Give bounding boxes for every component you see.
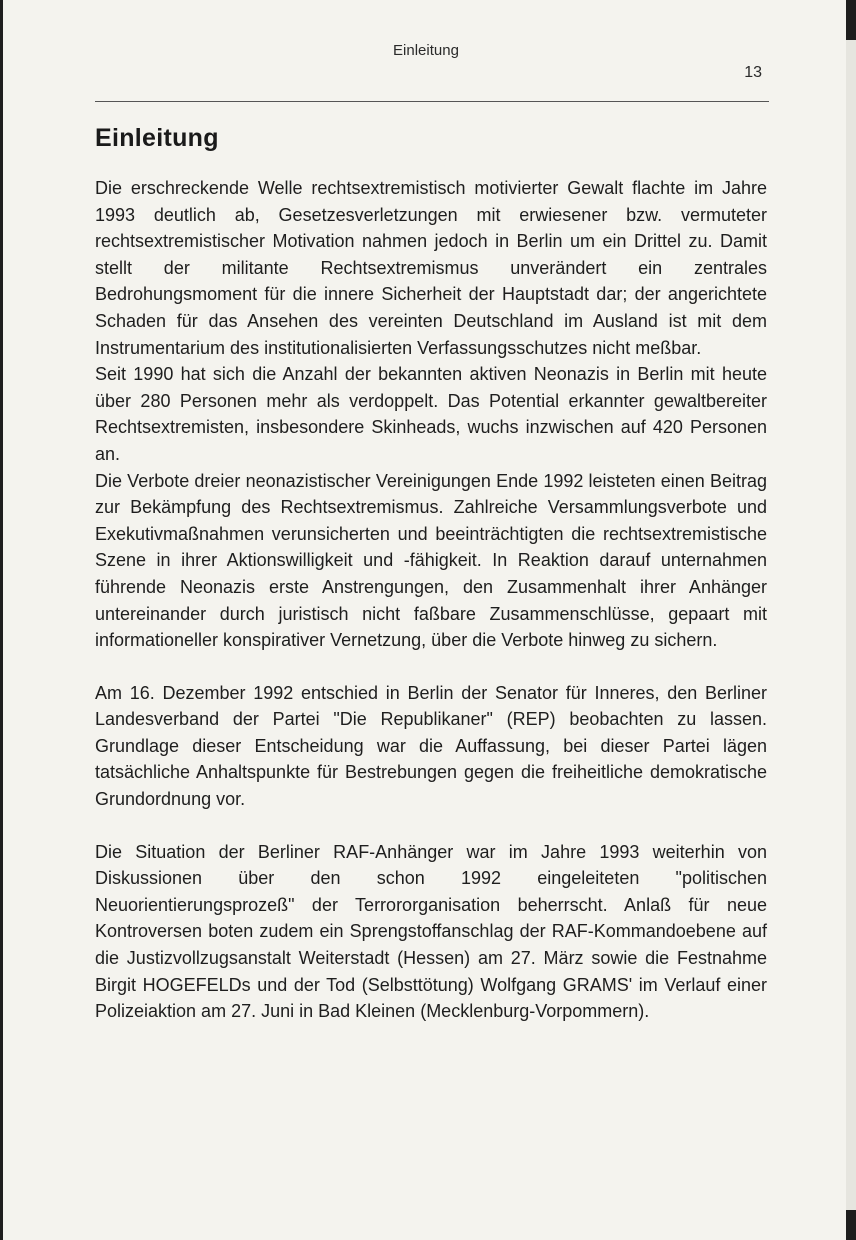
paragraph-intro: Die erschreckende Welle rechtsextremistisch motivierter Gewalt flachte im Jahre 1993 deutlich ab, Gesetzesverletzungen mit erwiesener bzw. vermuteter rechtsextremistischer Motivation nahmen jedoch in Berlin um ein Drittel zu. Damit stellt der militante Rechtsextremismus unverändert ein zentrales Bedrohungsmoment für die innere Sicherheit der Hauptstadt dar; der angerichtete Schaden für das Ansehen des vereinten Deutschland im Ausland ist mit dem Instrumentarium des institutionalisierten Verfassungsschutzes nicht meßbar. (95, 178, 767, 358)
page-number: 13 (744, 64, 762, 81)
paragraph-republikaner: Am 16. Dezember 1992 entschied in Berlin der Senator für Inneres, den Berliner Landesverband der Partei "Die Republikaner" (REP) beobachten zu lassen. Grundlage dieser Entscheidung war die Auffassung, bei dieser Partei lägen tatsächliche Anhaltspunkte für Bestrebungen gegen die freiheitliche demokratische Grundordnung vor. (95, 682, 767, 810)
header-rule (95, 101, 769, 102)
paragraph-neonazi-count: Seit 1990 hat sich die Anzahl der bekannten aktiven Neonazis in Berlin mit heute über 280 Personen mehr als verdoppelt. Das Potential erkannter gewaltbereiter Rechtsextremisten, insbesondere Skinheads, wuchs inzwischen auf 420 Personen an. (95, 364, 767, 464)
paragraph-bans: Die Verbote dreier neonazistischer Vereinigungen Ende 1992 leisteten einen Beitrag zur Bekämpfung des Rechtsextremismus. Zahlreiche Versammlungsverbote und Exekutivmaßnahmen verunsicherten und beeinträchtigten die rechtsextremistische Szene in ihrer Aktionswilligkeit und -fähigkeit. In Reaktion darauf unternahmen führende Neonazis erste Anstrengungen, den Zusammenhalt ihrer Anhänger untereinander durch juristisch nicht faßbare Zusammenschlüsse, gepaart mit informationeller konspirativer Vernetzung, über die Verbote hinweg zu sichern. (95, 470, 767, 651)
body-text (95, 175, 767, 1025)
adjacent-page-edge (846, 40, 856, 1210)
running-head: Einleitung (393, 42, 459, 59)
paragraph-raf: Die Situation der Berliner RAF-Anhänger war im Jahre 1993 weiterhin von Diskussionen über den schon 1992 eingeleiteten "politischen Neuorientierungsprozeß" der Terrororganisation beherrscht. Anlaß für neue Kontroversen boten zudem ein Sprengstoffanschlag der RAF-Kommandoebene auf die Justizvollzugsanstalt Weiterstadt (Hessen) am 27. März sowie die Festnahme Birgit HOGEFELDs und der Tod (Selbsttötung) Wolfgang GRAMS' im Verlauf einer Polizeiaktion am 27. Juni in Bad Kleinen (Mecklenburg-Vorpommern). (95, 841, 767, 1022)
chapter-title: Einleitung (95, 124, 219, 152)
